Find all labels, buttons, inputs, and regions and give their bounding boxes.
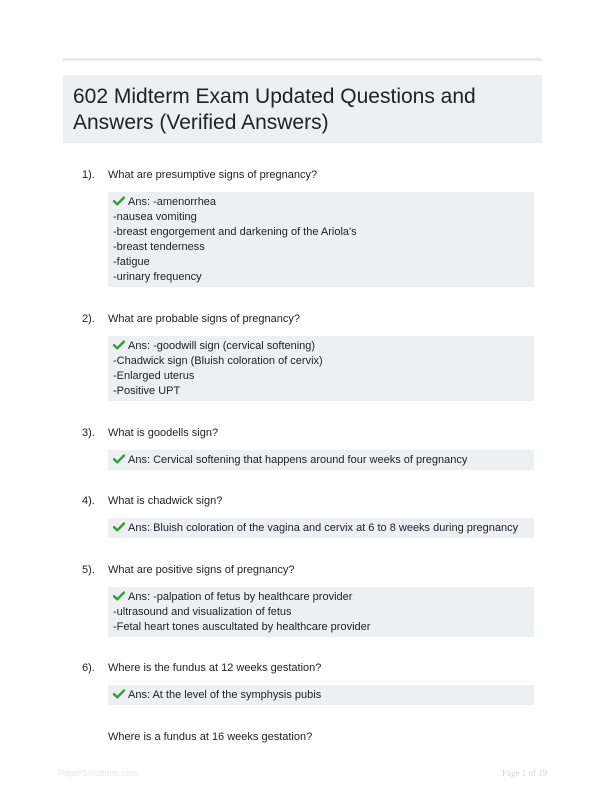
check-icon [113,591,125,601]
answer-box [108,685,534,705]
question-number: 4). [82,495,95,507]
answer-line-first [113,453,529,468]
answer-line-first [113,590,529,605]
question-text: Where is a fundus at 16 weeks gestation? [108,731,313,743]
answer-line: -ultrasound and visualization of fetus [113,606,292,618]
question-text: What are probable signs of pregnancy? [108,313,301,325]
answer-box [108,336,534,401]
answer-line: -nausea vomiting [113,211,197,223]
answer-line: -Enlarged uterus [113,370,195,382]
answer-line: -Positive UPT [113,385,181,397]
page-title: 602 Midterm Exam Updated Questions and Answers (Verified Answers) [73,85,476,134]
answer-line-first [113,688,529,703]
question-number: 1). [82,169,95,181]
check-icon [113,196,125,206]
answer-line-first [113,195,529,210]
answer-line: -Chadwick sign (Bluish coloration of cervix) [113,355,323,367]
answer-line: -urinary frequency [113,271,202,283]
answer-text: Ans: -amenorrhea [128,196,217,208]
question-text: What is goodells sign? [108,427,219,439]
question-number: 5). [82,564,95,576]
answer-text: Ans: -goodwill sign (cervical softening) [128,340,316,352]
answer-line-first [113,521,529,536]
answer-box [108,518,534,538]
answer-box [108,450,534,470]
question-number: 6). [82,662,95,674]
top-divider [63,58,542,61]
check-icon [113,689,125,699]
page-number: Page 1 of 19 [502,768,548,778]
answer-text: Ans: Cervical softening that happens around four weeks of pregnancy [128,454,468,466]
question-text: What are positive signs of pregnancy? [108,564,295,576]
answer-line: -breast tenderness [113,241,205,253]
answer-line: -fatigue [113,256,150,268]
answer-text: Ans: Bluish coloration of the vagina and cervix at 6 to 8 weeks during pregnancy [128,522,519,534]
check-icon [113,454,125,464]
answer-box [108,587,534,637]
check-icon [113,340,125,350]
question-text: What are presumptive signs of pregnancy? [108,169,318,181]
question-number: 2). [82,313,95,325]
answer-line: -Fetal heart tones auscultated by healthcare provider [113,621,371,633]
answer-line-first [113,339,529,354]
answer-box [108,192,534,287]
answer-text: Ans: At the level of the symphysis pubis [128,689,322,701]
footer-watermark: PaperSolutions.com [58,768,139,778]
question-number: 3). [82,427,95,439]
answer-line: -breast engorgement and darkening of the Ariola's [113,226,357,238]
answer-text: Ans: -palpation of fetus by healthcare provider [128,591,353,603]
question-text: Where is the fundus at 12 weeks gestation? [108,662,322,674]
title-box [63,75,542,143]
question-text: What is chadwick sign? [108,495,223,507]
check-icon [113,522,125,532]
